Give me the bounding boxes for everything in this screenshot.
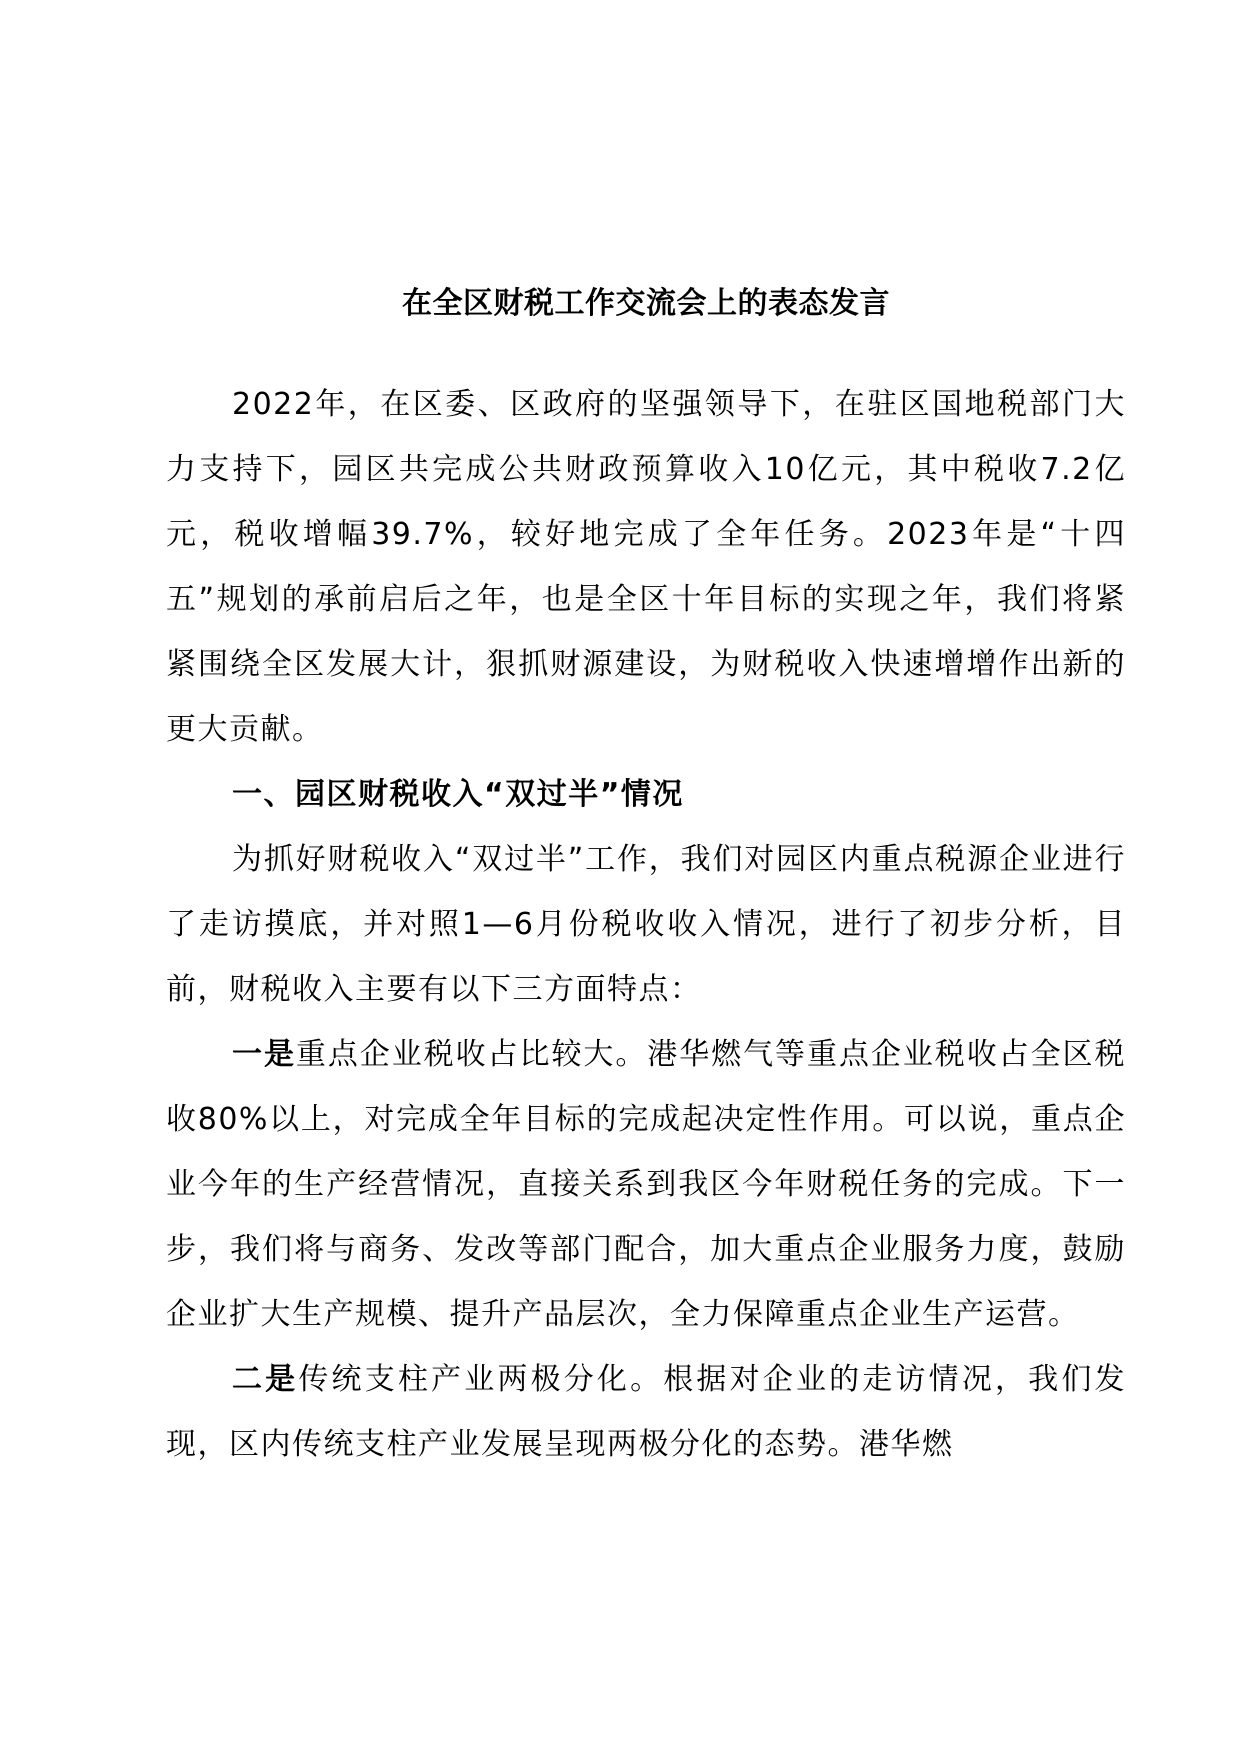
section-heading: 一、园区财税收入“双过半”情况 (232, 777, 684, 812)
point-two-text: 传统支柱产业两极分化。根据对企业的走访情况，我们发现，区内传统支柱产业发展呈现两极分化的态势。港华燃 (166, 1362, 1127, 1462)
analysis-paragraph: 为抓好财税收入“双过半”工作，我们对园区内重点税源企业进行了走访摸底，并对照1—6月份税收收入情况，进行了初步分析，目前，财税收入主要有以下三方面特点： (166, 842, 1126, 1007)
document-title: 在全区财税工作交流会上的表态发言 (402, 286, 890, 321)
intro-paragraph: 2022年，在区委、区政府的坚强领导下，在驻区国地税部门大力支持下，园区共完成公共财政预算收入10亿元，其中税收7.2亿元，税收增幅39.7%，较好地完成了全年任务。2023年是“十四五”规划的承前启后之年，也是全区十年目标的实现之年，我们将紧紧围绕全区发展大计，狠抓财源建设，为财税收入快速增增作出新的更大贡献。 (166, 387, 1126, 747)
point-one-lead: 一是 (232, 1037, 296, 1072)
point-two-lead: 二是 (232, 1362, 299, 1397)
point-one-paragraph (166, 1022, 1126, 1347)
document-body (166, 372, 1126, 1477)
point-one-text: 重点企业税收占比较大。港华燃气等重点企业税收占全区税收80%以上，对完成全年目标的完成起决定性作用。可以说，重点企业今年的生产经营情况，直接关系到我区今年财税任务的完成。下一步，我们将与商务、发改等部门配合，加大重点企业服务力度，鼓励企业扩大生产规模、提升产品层次，全力保障重点企业生产运营。 (166, 1037, 1127, 1332)
point-two-paragraph (166, 1347, 1126, 1477)
